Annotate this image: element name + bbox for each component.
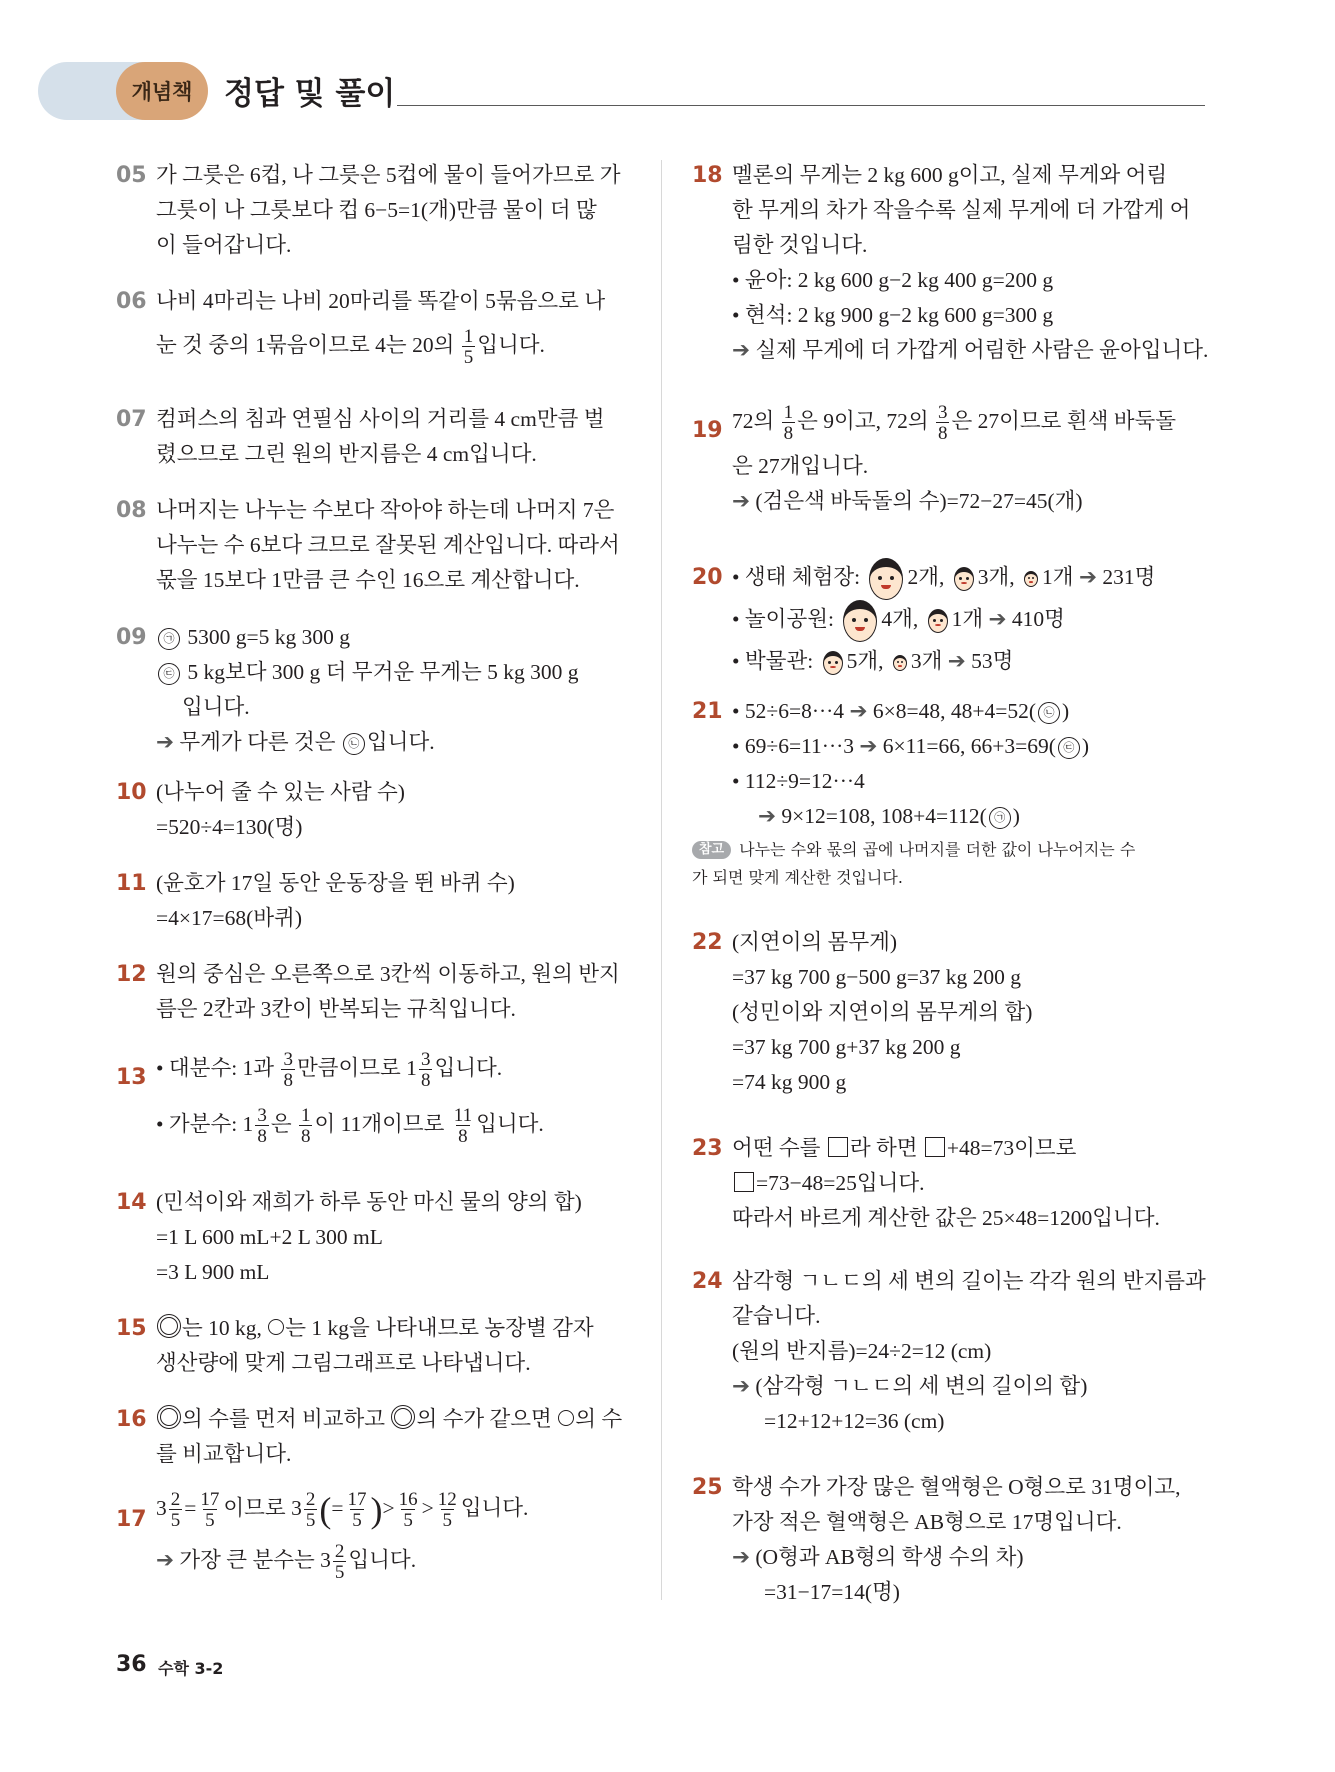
circled-letter: ㉢ (1058, 737, 1080, 759)
column-divider (661, 160, 662, 1600)
text-span: 입니다. (460, 1495, 529, 1520)
text-line: 가 되면 맞게 계산한 것입니다. (692, 868, 903, 887)
problem-number: 19 (692, 418, 723, 443)
text-span: 410명 (1011, 607, 1065, 632)
denominator: 8 (300, 1126, 311, 1147)
text-span: 1개 (1042, 565, 1074, 589)
circled-letter: ㉠ (989, 807, 1011, 829)
text-line: =74 kg 900 g (732, 1070, 847, 1094)
text-span: • 가분수: 1 (156, 1111, 254, 1136)
arrow-icon: ➔ (156, 1547, 175, 1573)
text-line: 림한 것입니다. (732, 233, 868, 257)
numerator: 1 (783, 402, 794, 423)
problem-number: 13 (116, 1065, 147, 1090)
text-span: (삼각형 ㄱㄴㄷ의 세 변의 길이의 합) (755, 1374, 1088, 1398)
text-span: 눈 것 중의 1묶음이므로 4는 20의 (156, 332, 460, 357)
fraction (936, 403, 950, 443)
text-span: 무게가 다른 것은 (179, 730, 341, 754)
problem-07 (116, 402, 636, 472)
numerator: 2 (334, 1541, 345, 1562)
text-span: 231명 (1102, 565, 1156, 589)
denominator: 5 (305, 1510, 316, 1531)
problem-number: 07 (116, 407, 147, 432)
numerator: 1 (300, 1105, 311, 1126)
fraction (198, 1490, 221, 1530)
text-span: 어떤 수를 (732, 1136, 826, 1160)
fraction (299, 1106, 313, 1146)
numerator: 12 (437, 1489, 457, 1510)
numerator: 3 (937, 402, 948, 423)
page-title: 정답 및 풀이 (224, 76, 396, 112)
blank-box-icon (925, 1137, 945, 1157)
problem-number: 08 (116, 498, 147, 523)
page-number: 36 (116, 1652, 147, 1677)
text-span: 이므로 3 (223, 1495, 302, 1520)
problem-06 (116, 284, 636, 367)
denominator: 5 (205, 1510, 215, 1531)
circled-letter: ㉢ (158, 663, 180, 685)
text-span: 입니다. (366, 730, 435, 754)
text-line: • 현석: 2 kg 900 g−2 kg 600 g=300 g (732, 303, 1054, 327)
problem-number: 16 (116, 1407, 147, 1432)
small-unit-icon (268, 1319, 284, 1335)
denominator: 5 (334, 1562, 345, 1583)
text-line: 나머지는 나누는 수보다 작아야 하는데 나머지 7은 (156, 498, 615, 522)
text-span: 의 수를 먼저 비교하고 (182, 1407, 391, 1431)
numerator: 17 (200, 1489, 220, 1510)
problem-09 (116, 620, 636, 760)
arrow-icon: ➔ (849, 699, 868, 724)
face-medium-icon (823, 651, 843, 675)
text-span: ) (1081, 734, 1090, 758)
problem-20 (692, 558, 1212, 681)
problem-number: 11 (116, 871, 147, 896)
arrow-icon: ➔ (859, 734, 878, 759)
problem-number: 12 (116, 962, 147, 987)
problem-22 (692, 925, 1212, 1100)
text-span: • 생태 체험장: (732, 565, 866, 589)
face-small-icon (1024, 571, 1038, 587)
text-span: > (382, 1495, 395, 1520)
arrow-icon: ➔ (732, 1545, 751, 1570)
text-span: 의 수 (575, 1407, 623, 1431)
large-unit-icon (157, 1314, 181, 1338)
text-span: 3개, (977, 565, 1021, 589)
problem-number: 24 (692, 1269, 723, 1294)
text-line: =4×17=68(바퀴) (156, 906, 302, 930)
text-span: 나누는 수와 몫의 곱에 나머지를 더한 값이 나누어지는 수 (739, 840, 1136, 859)
text-line: (나누어 줄 수 있는 사람 수) (156, 780, 405, 804)
problem-18 (692, 158, 1212, 368)
problem-25 (692, 1470, 1212, 1610)
text-span: 입니다. (348, 1547, 417, 1572)
numerator: 11 (453, 1105, 473, 1126)
text-line: (원의 반지름)=24÷2=12 (cm) (732, 1339, 992, 1363)
text-line: • 112÷9=12···4 (732, 769, 865, 793)
text-span: 5300 g=5 kg 300 g (187, 625, 351, 649)
fraction (419, 1050, 433, 1090)
text-span: 는 1 kg을 나타내므로 농장별 감자 (285, 1316, 594, 1340)
book-title: 수학 3-2 (158, 1659, 224, 1678)
numerator: 3 (420, 1049, 431, 1070)
text-span: 이 11개이므로 (314, 1111, 450, 1136)
text-span: 9×12=108, 108+4=112( (781, 804, 987, 828)
problem-10 (116, 775, 636, 845)
text-span: 는 10 kg, (182, 1316, 268, 1340)
numerator: 16 (398, 1489, 418, 1510)
text-span: • 대분수: 1과 (156, 1055, 280, 1080)
problem-19 (692, 403, 1212, 519)
arrow-icon: ➔ (1078, 565, 1097, 590)
problem-number: 06 (116, 289, 147, 314)
denominator: 5 (403, 1510, 413, 1531)
problem-05 (116, 158, 636, 263)
denominator: 8 (783, 423, 794, 444)
numerator: 2 (305, 1489, 316, 1510)
problem-number: 25 (692, 1475, 723, 1500)
large-unit-icon (157, 1405, 181, 1429)
text-line: (성민이와 지연이의 몸무게의 합) (732, 1000, 1033, 1024)
fraction (304, 1490, 318, 1530)
text-line: 멜론의 무게는 2 kg 600 g이고, 실제 무게와 어림 (732, 163, 1168, 187)
text-span: = (184, 1495, 197, 1520)
denominator: 8 (283, 1070, 293, 1091)
text-line: 이 들어갑니다. (156, 233, 292, 257)
problem-number: 14 (116, 1190, 147, 1215)
problem-14 (116, 1185, 636, 1290)
face-medium-icon (954, 567, 974, 591)
fraction (782, 403, 796, 443)
text-span: ) (370, 1490, 383, 1530)
text-line: 몫을 15보다 1만큼 큰 수인 16으로 계산합니다. (156, 568, 580, 592)
text-span: 53명 (971, 649, 1014, 674)
text-line: 그릇이 나 그릇보다 컵 6−5=1(개)만큼 물이 더 많 (156, 198, 597, 222)
text-span: 6×11=66, 66+3=69( (882, 734, 1056, 758)
problem-number: 05 (116, 163, 147, 188)
text-span: 5 kg보다 300 g 더 무거운 무게는 5 kg 300 g (187, 660, 579, 684)
text-span: 가장 큰 분수는 3 (179, 1547, 331, 1572)
text-line: 나비 4마리는 나비 20마리를 똑같이 5묶음으로 나 (156, 289, 606, 313)
text-line: 삼각형 ㄱㄴㄷ의 세 변의 길이는 각각 원의 반지름과 (732, 1269, 1206, 1293)
header-rule (397, 105, 1205, 106)
large-unit-icon (391, 1405, 415, 1429)
problem-12 (116, 957, 636, 1027)
fraction (462, 327, 476, 367)
header-badge (116, 62, 208, 120)
arrow-icon: ➔ (947, 649, 966, 675)
text-line: 원의 중심은 오른쪽으로 3칸씩 이동하고, 원의 반지 (156, 962, 620, 986)
face-medium-icon (928, 609, 948, 633)
text-span: > (421, 1495, 434, 1520)
text-span: ) (1012, 804, 1020, 828)
fraction (169, 1490, 183, 1530)
problem-17 (116, 1490, 636, 1582)
problem-number: 15 (116, 1316, 147, 1341)
text-span: 2개, (907, 565, 950, 589)
problem-16 (116, 1402, 636, 1472)
problem-21 (692, 694, 1212, 892)
text-span: 1개 (951, 607, 984, 632)
denominator: 5 (442, 1510, 452, 1531)
text-span: 3개 (910, 649, 943, 674)
numerator: 2 (170, 1489, 181, 1510)
problem-number: 10 (116, 780, 147, 805)
fraction (255, 1106, 269, 1146)
arrow-icon: ➔ (156, 730, 175, 755)
fraction (281, 1050, 295, 1090)
text-line: (윤호가 17일 동안 운동장을 뛴 바퀴 수) (156, 871, 515, 895)
text-line: 한 무게의 차가 작을수록 실제 무게에 더 가깝게 어 (732, 198, 1191, 222)
fraction (436, 1490, 459, 1530)
problem-08 (116, 493, 636, 598)
text-line: 은 27개입니다. (732, 454, 869, 478)
text-span: • 박물관: (732, 649, 819, 674)
numerator: 17 (347, 1489, 367, 1510)
text-line: 생산량에 맞게 그림그래프로 나타냅니다. (156, 1351, 531, 1375)
denominator: 8 (458, 1126, 468, 1147)
text-line: =31−17=14(명) (764, 1580, 900, 1604)
fraction (452, 1106, 474, 1146)
denominator: 5 (170, 1510, 181, 1531)
text-span: 은 27이므로 흰색 바둑돌 (951, 408, 1177, 433)
problem-23 (692, 1131, 1212, 1236)
denominator: 5 (352, 1510, 362, 1531)
problem-11 (116, 866, 636, 936)
text-span: 3 (156, 1495, 167, 1520)
text-span: 은 9이고, 72의 (797, 408, 934, 433)
text-span: = (331, 1495, 344, 1520)
problem-number: 09 (116, 625, 147, 650)
fraction (397, 1490, 420, 1530)
denominator: 8 (420, 1070, 431, 1091)
arrow-icon: ➔ (758, 804, 777, 829)
text-span: 의 수가 같으면 (416, 1407, 558, 1431)
problem-number: 21 (692, 699, 723, 724)
problem-13 (116, 1050, 636, 1146)
text-span: +48=73이므로 (946, 1136, 1077, 1160)
arrow-icon: ➔ (732, 338, 751, 363)
problem-number: 22 (692, 930, 723, 955)
note-badge: 참고 (692, 841, 731, 859)
text-span: 72의 (732, 408, 780, 433)
circled-letter: ㉡ (1038, 702, 1060, 724)
text-line: 를 비교합니다. (156, 1442, 292, 1466)
numerator: 1 (463, 326, 474, 347)
numerator: 3 (283, 1049, 293, 1070)
problem-number: 20 (692, 565, 723, 590)
problem-24 (692, 1264, 1212, 1439)
text-line: • 윤아: 2 kg 600 g−2 kg 400 g=200 g (732, 268, 1054, 292)
face-big-icon (843, 600, 877, 642)
problem-number: 18 (692, 163, 723, 188)
blank-box-icon (734, 1172, 754, 1192)
text-span: • 69÷6=11···3 (732, 734, 855, 758)
text-line: =3 L 900 mL (156, 1260, 270, 1284)
text-span: (검은색 바둑돌의 수)=72−27=45(개) (755, 489, 1083, 513)
blank-box-icon (828, 1137, 848, 1157)
text-span: 4개, (881, 607, 924, 632)
denominator: 5 (463, 347, 474, 368)
problem-15 (116, 1311, 636, 1381)
text-span: 5개, (846, 649, 889, 674)
text-span: 라 하면 (849, 1136, 923, 1160)
text-line: =1 L 600 mL+2 L 300 mL (156, 1225, 383, 1249)
text-span: 입니다. (476, 1111, 544, 1136)
text-span: =73−48=25입니다. (756, 1171, 925, 1195)
denominator: 8 (257, 1126, 267, 1147)
small-unit-icon (558, 1410, 574, 1426)
text-span: (O형과 AB형의 학생 수의 차) (755, 1545, 1024, 1569)
text-span: 6×8=48, 48+4=52( (872, 699, 1036, 723)
text-line: 나누는 수 6보다 크므로 잘못된 계산입니다. 따라서 (156, 533, 620, 557)
denominator: 8 (937, 423, 948, 444)
text-line: =12+12+12=36 (cm) (764, 1409, 945, 1433)
arrow-icon: ➔ (732, 1374, 751, 1399)
fraction (333, 1542, 347, 1582)
text-span: ( (319, 1490, 332, 1530)
text-line: 컴퍼스의 침과 연필심 사이의 거리를 4 cm만큼 벌 (156, 407, 605, 431)
text-line: 가장 적은 혈액형은 AB형으로 17명입니다. (732, 1510, 1122, 1534)
text-line: 입니다. (182, 695, 250, 719)
text-span: ) (1062, 699, 1070, 723)
text-span: • 52÷6=8···4 (732, 699, 845, 723)
arrow-icon: ➔ (732, 489, 751, 514)
text-line: =37 kg 700 g+37 kg 200 g (732, 1035, 961, 1059)
text-line: 같습니다. (732, 1304, 821, 1328)
text-span: 만큼이므로 1 (296, 1055, 417, 1080)
text-line: (민석이와 재희가 하루 동안 마신 물의 양의 합) (156, 1190, 582, 1214)
text-span: 입니다. (477, 332, 545, 357)
text-line: =37 kg 700 g−500 g=37 kg 200 g (732, 965, 1022, 989)
text-span: 입니다. (434, 1055, 503, 1080)
numerator: 3 (257, 1105, 267, 1126)
face-big-icon (869, 558, 903, 600)
problem-number: 23 (692, 1136, 723, 1161)
text-line: 따라서 바르게 계산한 값은 25×48=1200입니다. (732, 1206, 1160, 1230)
circled-letter: ㉡ (343, 733, 365, 755)
text-line: =520÷4=130(명) (156, 815, 303, 839)
arrow-icon: ➔ (988, 607, 1007, 633)
text-span: 은 (270, 1111, 297, 1136)
text-span: • 놀이공원: (732, 607, 840, 632)
problem-number: 17 (116, 1507, 147, 1532)
text-line: 가 그릇은 6컵, 나 그릇은 5컵에 물이 들어가므로 가 (156, 163, 621, 187)
circled-letter: ㉠ (158, 628, 180, 650)
text-line: (지연이의 몸무게) (732, 930, 898, 954)
face-small-icon (893, 655, 907, 671)
text-line: 렸으므로 그린 원의 반지름은 4 cm입니다. (156, 442, 537, 466)
text-line: 학생 수가 가장 많은 혈액형은 O형으로 31명이고, (732, 1475, 1181, 1499)
header-badge-label: 개념책 (131, 80, 193, 104)
text-line: 름은 2칸과 3칸이 반복되는 규칙입니다. (156, 997, 516, 1021)
fraction (345, 1490, 368, 1530)
text-span: 실제 무게에 더 가깝게 어림한 사람은 윤아입니다. (755, 338, 1209, 362)
